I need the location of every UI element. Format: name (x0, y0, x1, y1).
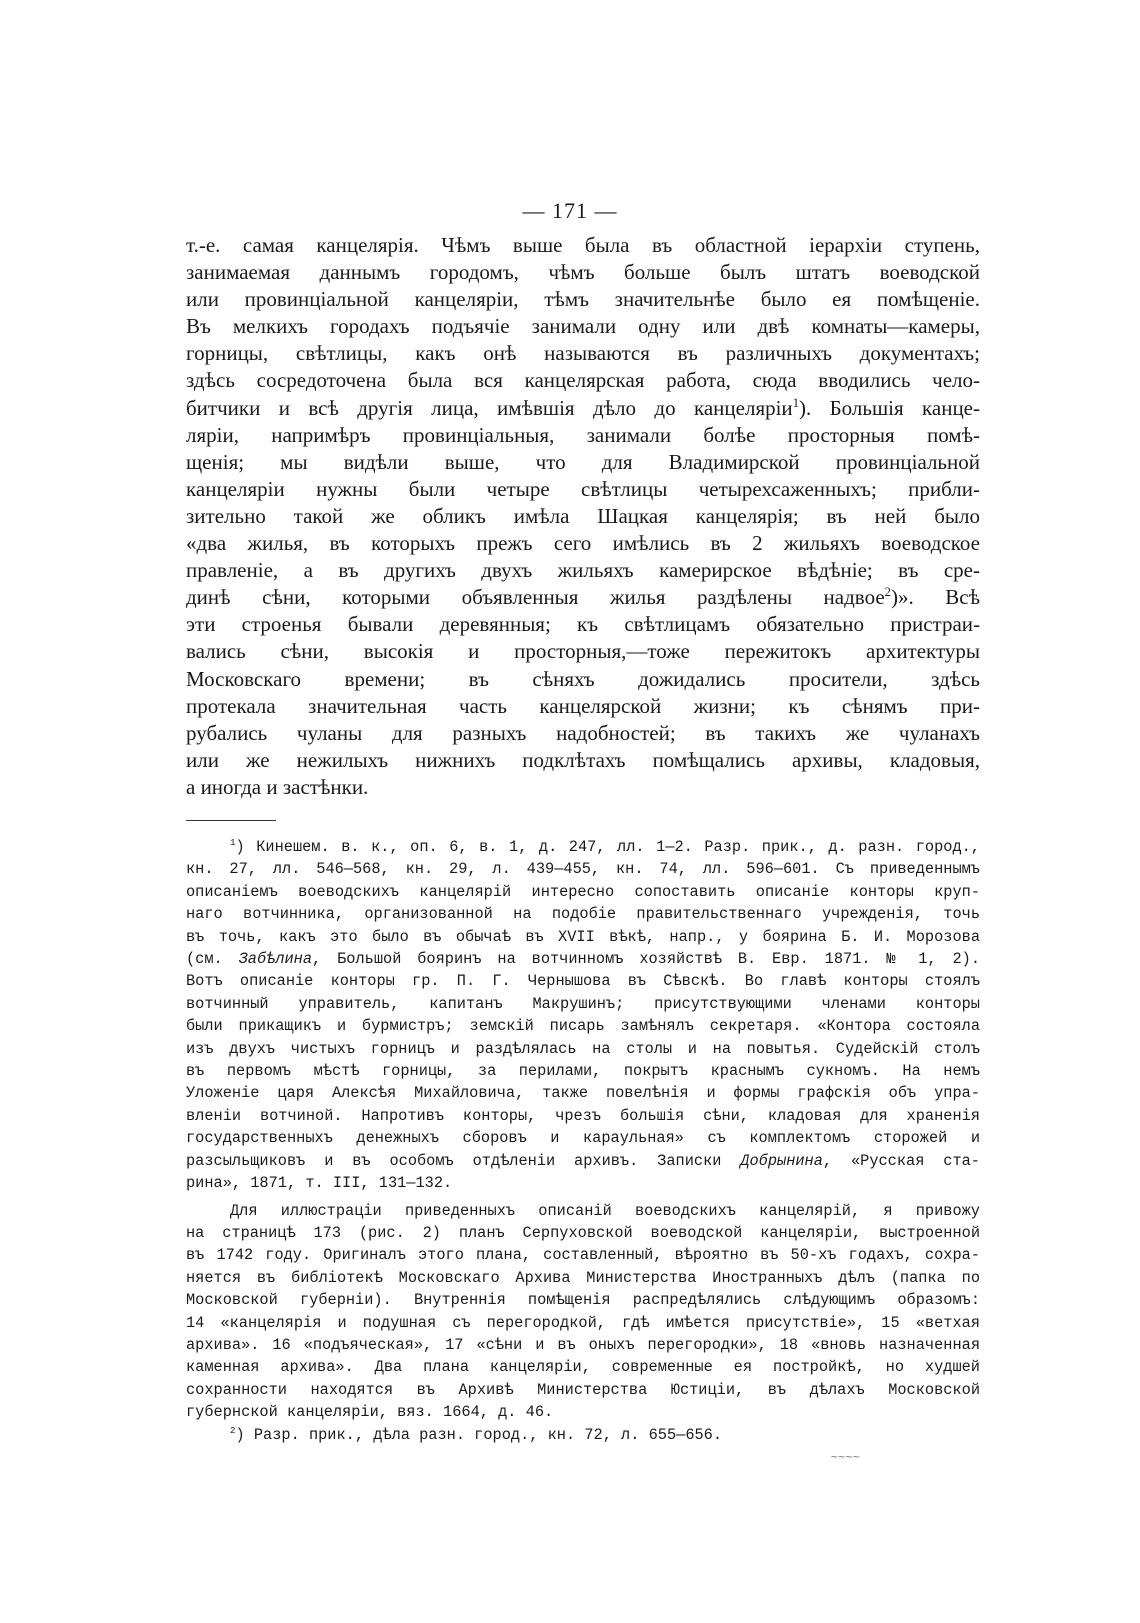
footnote-paragraph-line: архива». 16 «подъяческая», 17 «сѣни и въ оныхъ перегородки», 18 «вновь назначенная (186, 1335, 980, 1354)
text-segment: битчики и всѣ другія лица, имѣвшія дѣло до канцеляріи (186, 395, 793, 420)
text-line: или же нежилыхъ нижнихъ подклѣтахъ помѣщались архивы, кладовыя, (186, 747, 980, 772)
main-text (186, 232, 980, 801)
text-line-with-footnote-ref (186, 395, 980, 422)
footnote-line-with-citation (186, 1150, 980, 1172)
text-line: ляріи, напримѣръ провинціальныя, занимали болѣе просторныя помѣ- (186, 422, 980, 447)
footnote-line: вотчинный управитель, капитанъ Макрушинъ; присутствующими членами конторы (186, 994, 980, 1013)
footnote-paragraph-line: на страницѣ 173 (рис. 2) планъ Серпуховской воеводской канцеляріи, выстроенной (186, 1223, 980, 1242)
text-segment: (см. (186, 950, 239, 969)
author-citation: Добрынина (740, 1151, 823, 1170)
printer-ornament: ~~~~ (830, 1452, 860, 1463)
footnote-line: были прикащикъ и бурмистръ; земскій писарь замѣнялъ секретаря. «Контора состояла (186, 1017, 980, 1036)
text-segment: ). Большія канце- (798, 395, 980, 420)
footnote-line: Вотъ описаніе конторы гр. П. Г. Чернышова въ Сѣвскѣ. Во главѣ конторы стоялъ (186, 972, 980, 991)
footnote-ref-1: 1 (792, 395, 799, 410)
text-line: канцеляріи нужны были четыре свѣтлицы четырехсаженныхъ; прибли- (186, 476, 980, 501)
footnote-mark-1: 1 (230, 836, 236, 848)
text-line: «два жилья, въ которыхъ прежъ сего имѣлись въ 2 жильяхъ воеводское (186, 531, 980, 556)
text-line: зительно такой же обликъ имѣла Шацкая канцелярія; въ ней было (186, 503, 980, 528)
footnote-line: въ первомъ мѣстѣ горницы, за перилами, покрытъ краснымъ сукномъ. На немъ (186, 1062, 980, 1081)
text-line-with-footnote-ref (186, 584, 980, 611)
footnote-line-with-citation (186, 948, 980, 970)
footnote-line: вленіи вотчиной. Напротивъ конторы, чрезъ большія сѣни, кладовая для храненія (186, 1106, 980, 1125)
text-line: Московскаго времени; въ сѣняхъ дожидались просители, здѣсь (186, 666, 980, 691)
footnote-paragraph-line: Для иллюстраціи приведенныхъ описаній воеводскихъ канцелярій, я привожу (230, 1201, 980, 1220)
footnote-line: наго вотчинника, организованной на подобіе правительственнаго учрежденія, точь (186, 905, 980, 924)
text-line: занимаемая даннымъ городомъ, чѣмъ больше былъ штатъ воеводской (186, 260, 980, 285)
footnote-separator (186, 820, 276, 821)
footnote-ref-2: 2 (884, 585, 891, 600)
text-line: вались сѣни, высокія и просторныя,—тоже пережитокъ архитектуры (186, 639, 980, 664)
author-citation: Забѣлина (238, 950, 313, 969)
text-line: или провинціальной канцеляріи, тѣмъ значительнѣе было ея помѣщеніе. (186, 287, 980, 312)
footnote-line: рина», 1871, т. III, 131—132. (186, 1174, 453, 1193)
text-segment: ) Разр. прик., дѣла разн. город., кн. 72, л. 655—656. (235, 1425, 723, 1444)
text-segment: ) Кинешем. в. к., оп. 6, в. 1, д. 247, лл. 1—2. Разр. прик., д. разн. город., (235, 838, 980, 856)
footnotes (186, 836, 980, 1446)
text-line: эти строенья бывали деревянныя; къ свѣтлицамъ обязательно пристраи- (186, 612, 980, 637)
text-line: протекала значительная часть канцелярской жизни; къ сѣнямъ при- (186, 693, 980, 718)
text-line: Въ мелкихъ городахъ подъячіе занимали одну или двѣ комнаты—камеры, (186, 314, 980, 339)
footnote-paragraph-line: въ 1742 году. Оригиналъ этого плана, составленный, вѣроятно въ 50-хъ годахъ, сохра- (186, 1246, 980, 1265)
text-line: а иногда и застѣнки. (186, 774, 369, 799)
footnote-line: въ точь, какъ это было въ обычаѣ въ XVII вѣкѣ, напр., у боярина Б. И. Морозова (186, 927, 980, 946)
footnote-line: изъ двухъ чистыхъ горницъ и раздѣлялась на столы и на повытья. Судейскій столъ (186, 1039, 980, 1058)
footnote-paragraph-line: 14 «канцелярія и подушная съ перегородкой, гдѣ имѣется присутствіе», 15 «ветхая (186, 1313, 980, 1332)
text-segment: разсыльщиковъ и въ особомъ отдѣленіи архивъ. Записки (186, 1151, 741, 1170)
text-segment: )». Всѣ (890, 585, 980, 610)
text-line: здѣсь сосредоточена была вся канцелярская работа, сюда вводились чело- (186, 368, 980, 393)
text-segment: динѣ сѣни, которыми объявленныя жилья раздѣлены надвое (186, 585, 885, 610)
footnote-paragraph-line: каменная архива». Два плана канцеляріи, современные ея постройкѣ, но худшей (186, 1358, 980, 1377)
footnote-2 (186, 1424, 980, 1446)
page-number: — 171 — (522, 198, 618, 223)
text-line: рубались чуланы для разныхъ надобностей; въ такихъ же чуланахъ (186, 720, 980, 745)
text-segment: , «Русская ста- (822, 1151, 980, 1170)
text-line: горницы, свѣтлицы, какъ онѣ называются въ различныхъ документахъ; (186, 341, 980, 366)
footnote-mark-2: 2 (230, 1424, 236, 1436)
footnote-paragraph-line: няется въ библіотекѣ Московскаго Архива Министерства Иностранныхъ дѣлъ (папка по (186, 1268, 980, 1287)
footnote-paragraph-line: Московской губерніи). Внутреннія помѣщенія распредѣлялись слѣдующимъ образомъ: (186, 1291, 980, 1310)
text-line: щенія; мы видѣли выше, что для Владимирской провинціальной (186, 449, 980, 474)
footnote-paragraph-line: сохранности находятся въ Архивѣ Министерства Юстиціи, въ дѣлахъ Московской (186, 1380, 980, 1399)
text-line: т.-е. самая канцелярія. Чѣмъ выше была въ областной іерархіи ступень, (186, 233, 980, 257)
footnote-line: описаніемъ воеводскихъ канцелярій интересно сопоставить описаніе конторы круп- (186, 882, 980, 901)
footnote-1-first-line (186, 836, 980, 858)
footnote-line: кн. 27, лл. 546—568, кн. 29, л. 439—455, кн. 74, лл. 596—601. Съ приведеннымъ (186, 860, 980, 879)
footnote-paragraph-line: губернской канцеляріи, вяз. 1664, д. 46. (186, 1403, 554, 1422)
text-line: правленіе, а въ другихъ двухъ жильяхъ камерирское вѣдѣніе; въ сре- (186, 558, 980, 583)
text-segment: , Большой бояринъ на вотчинномъ хозяйствѣ В. Евр. 1871. № 1, 2). (312, 950, 980, 969)
footnote-line: Уложеніе царя Алексѣя Михайловича, также повелѣнія и формы графскія объ упра- (186, 1084, 980, 1103)
footnote-line: государственныхъ денежныхъ сборовъ и караульная» съ комплектомъ сторожей и (186, 1129, 980, 1148)
